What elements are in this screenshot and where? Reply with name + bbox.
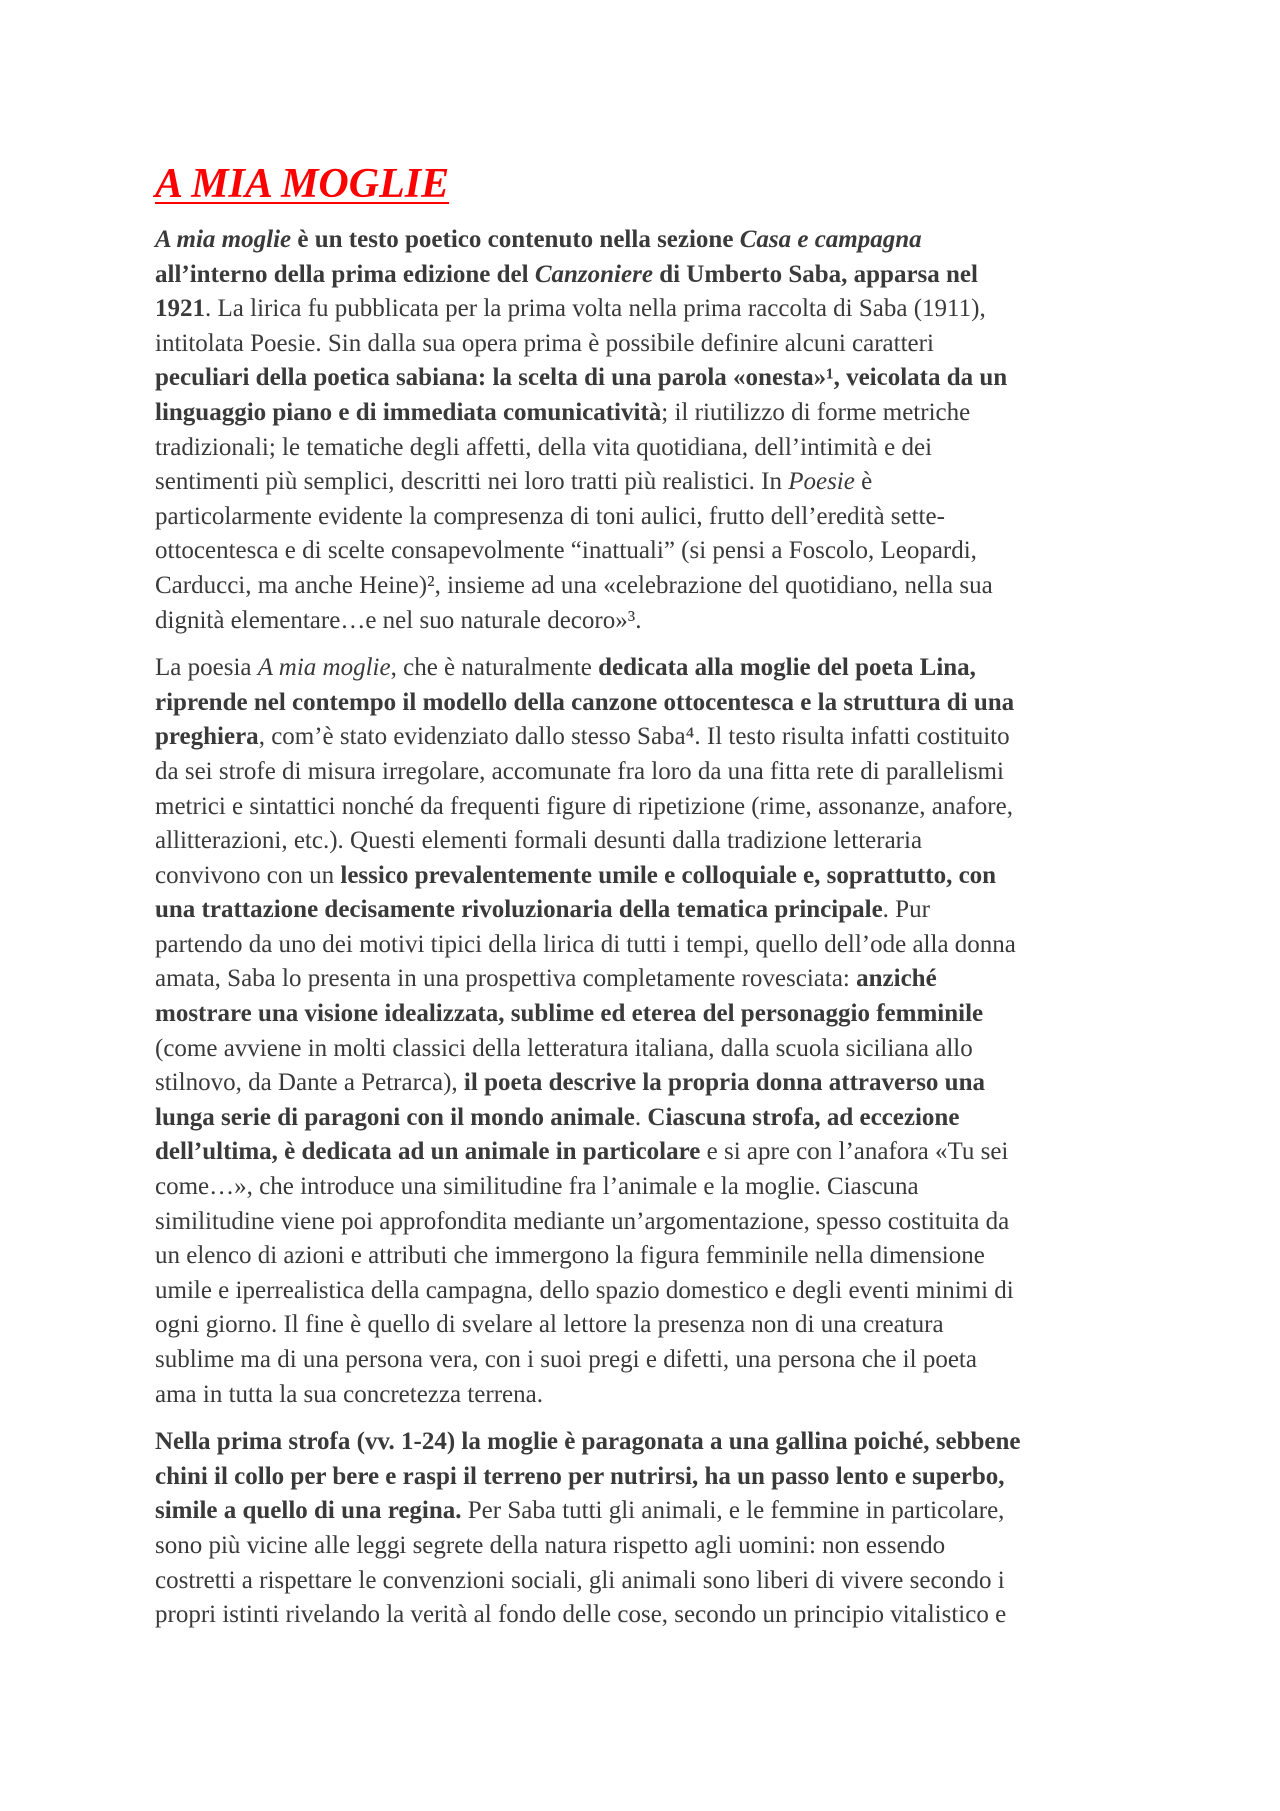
text-run: una trattazione decisamente rivoluzionaria della tematica principale: [155, 896, 883, 924]
text-run: come…», che introduce una similitudine fra l’animale e la moglie. Ciascuna: [155, 1173, 919, 1201]
text-run: Poesie: [788, 468, 855, 496]
text-run: dignità elementare…e nel suo naturale decoro»³.: [155, 606, 642, 634]
text-run: ama in tutta la sua concretezza terrena.: [155, 1380, 543, 1408]
text-run: all’interno della prima edizione del: [155, 260, 535, 288]
paragraph-3: [155, 1425, 1135, 1633]
text-run: intitolata Poesie. Sin dalla sua opera prima è possibile definire alcuni caratteri: [155, 329, 934, 357]
text-run: chini il collo per bere e raspi il terreno per nutrirsi, ha un passo lento e superbo,: [155, 1462, 1005, 1490]
text-run: Canzoniere: [534, 260, 653, 288]
text-run: .: [634, 1103, 648, 1131]
document-body: [155, 223, 1135, 1633]
page-title: A MIA MOGLIE: [155, 161, 450, 207]
text-run: peculiari della poetica sabiana: la scelta di una parola «onesta»¹, veicolata da un: [155, 364, 1008, 392]
text-run: . Pur: [882, 896, 930, 924]
text-run: Casa e campagna: [739, 226, 922, 253]
text-run: Nella prima strofa (vv. 1-24) la moglie è paragonata a una gallina poiché, sebbene: [155, 1428, 1021, 1456]
paragraph-2: [155, 651, 1135, 1412]
text-run: un elenco di azioni e attributi che immergono la figura femminile nella dimensione: [155, 1242, 985, 1270]
text-run: tradizionali; le tematiche degli affetti, della vita quotidiana, dell’intimità e dei: [155, 433, 933, 461]
text-run: umile e iperrealistica della campagna, dello spazio domestico e degli eventi minimi di: [155, 1276, 1014, 1304]
text-run: Per Saba tutti gli animali, e le femmine in particolare,: [461, 1497, 1005, 1525]
text-run: ; il riutilizzo di forme metriche: [661, 398, 971, 426]
text-run: riprende nel contempo il modello della canzone ottocentesca e la struttura di una: [155, 688, 1015, 716]
text-run: Ciascuna strofa, ad eccezione: [647, 1103, 960, 1131]
text-run: di Umberto Saba, apparsa nel: [652, 260, 978, 288]
text-run: simile a quello di una regina.: [155, 1497, 462, 1525]
text-run: sentimenti più semplici, descritti nei loro tratti più realistici. In: [155, 468, 789, 496]
text-run: amata, Saba lo presenta in una prospettiva completamente rovesciata:: [155, 965, 857, 993]
text-run: linguaggio piano e di immediata comunicatività: [155, 398, 662, 426]
text-run: lunga serie di paragoni con il mondo animale: [155, 1103, 635, 1131]
text-run: La poesia: [155, 654, 258, 682]
text-run: sono più vicine alle leggi segrete della natura rispetto agli uomini: non essendo: [155, 1531, 946, 1559]
text-run: dedicata alla moglie del poeta Lina,: [598, 654, 976, 682]
text-run: dell’ultima, è dedicata ad un animale in particolare: [155, 1138, 701, 1166]
text-run: sublime ma di una persona vera, con i suoi pregi e difetti, una persona che il poeta: [155, 1346, 977, 1373]
text-run: preghiera: [155, 723, 259, 751]
document-page: [155, 158, 1135, 1646]
text-run: metrici e sintattici nonché da frequenti figure di ripetizione (rime, assonanze, anafore,: [155, 792, 1013, 820]
text-run: è: [854, 468, 873, 496]
text-run: propri istinti rivelando la verità al fondo delle cose, secondo un principio vitalistico e: [155, 1601, 1007, 1629]
text-run: costretti a rispettare le convenzioni sociali, gli animali sono liberi di vivere secondo i: [155, 1566, 1005, 1594]
text-run: il poeta descrive la propria donna attraverso una: [463, 1069, 985, 1097]
text-run: A mia moglie: [155, 226, 292, 253]
text-run: A mia moglie: [257, 654, 391, 682]
text-run: . La lirica fu pubblicata per la prima volta nella prima raccolta di Saba (1911),: [205, 295, 986, 323]
text-run: è un testo poetico contenuto nella sezione: [291, 226, 740, 253]
text-run: , che è naturalmente: [390, 654, 599, 682]
paragraph-1: [155, 223, 1135, 638]
text-run: 1921: [155, 295, 205, 323]
text-run: ottocentesca e di scelte consapevolmente “inattuali” (si pensi a Foscolo, Leopardi,: [155, 537, 977, 565]
text-run: convivono con un: [155, 861, 341, 889]
text-run: anziché: [856, 965, 937, 993]
text-run: lessico prevalentemente umile e colloquiale e, soprattutto, con: [340, 861, 997, 889]
text-run: stilnovo, da Dante a Petrarca),: [155, 1069, 464, 1097]
text-run: ogni giorno. Il fine è quello di svelare al lettore la presenza non di una creatura: [155, 1311, 944, 1339]
text-run: partendo da uno dei motivi tipici della lirica di tutti i tempi, quello dell’ode alla donna: [155, 930, 1016, 958]
text-run: e si apre con l’anafora «Tu sei: [700, 1138, 1009, 1166]
text-run: mostrare una visione idealizzata, sublime ed eterea del personaggio femminile: [155, 1000, 984, 1028]
text-run: similitudine viene poi approfondita mediante un’argomentazione, spesso costituita da: [155, 1207, 1010, 1235]
text-run: (come avviene in molti classici della letteratura italiana, dalla scuola siciliana allo: [155, 1034, 973, 1062]
text-run: Carducci, ma anche Heine)², insieme ad una «celebrazione del quotidiano, nella sua: [155, 571, 993, 599]
text-run: da sei strofe di misura irregolare, accomunate fra loro da una fitta rete di parallelismi: [155, 757, 1004, 785]
text-run: allitterazioni, etc.). Questi elementi formali desunti dalla tradizione letteraria: [155, 827, 923, 855]
text-run: particolarmente evidente la compresenza di toni aulici, frutto dell’eredità sette-: [155, 502, 945, 530]
text-run: , com’è stato evidenziato dallo stesso Saba⁴. Il testo risulta infatti costituito: [258, 723, 1010, 751]
